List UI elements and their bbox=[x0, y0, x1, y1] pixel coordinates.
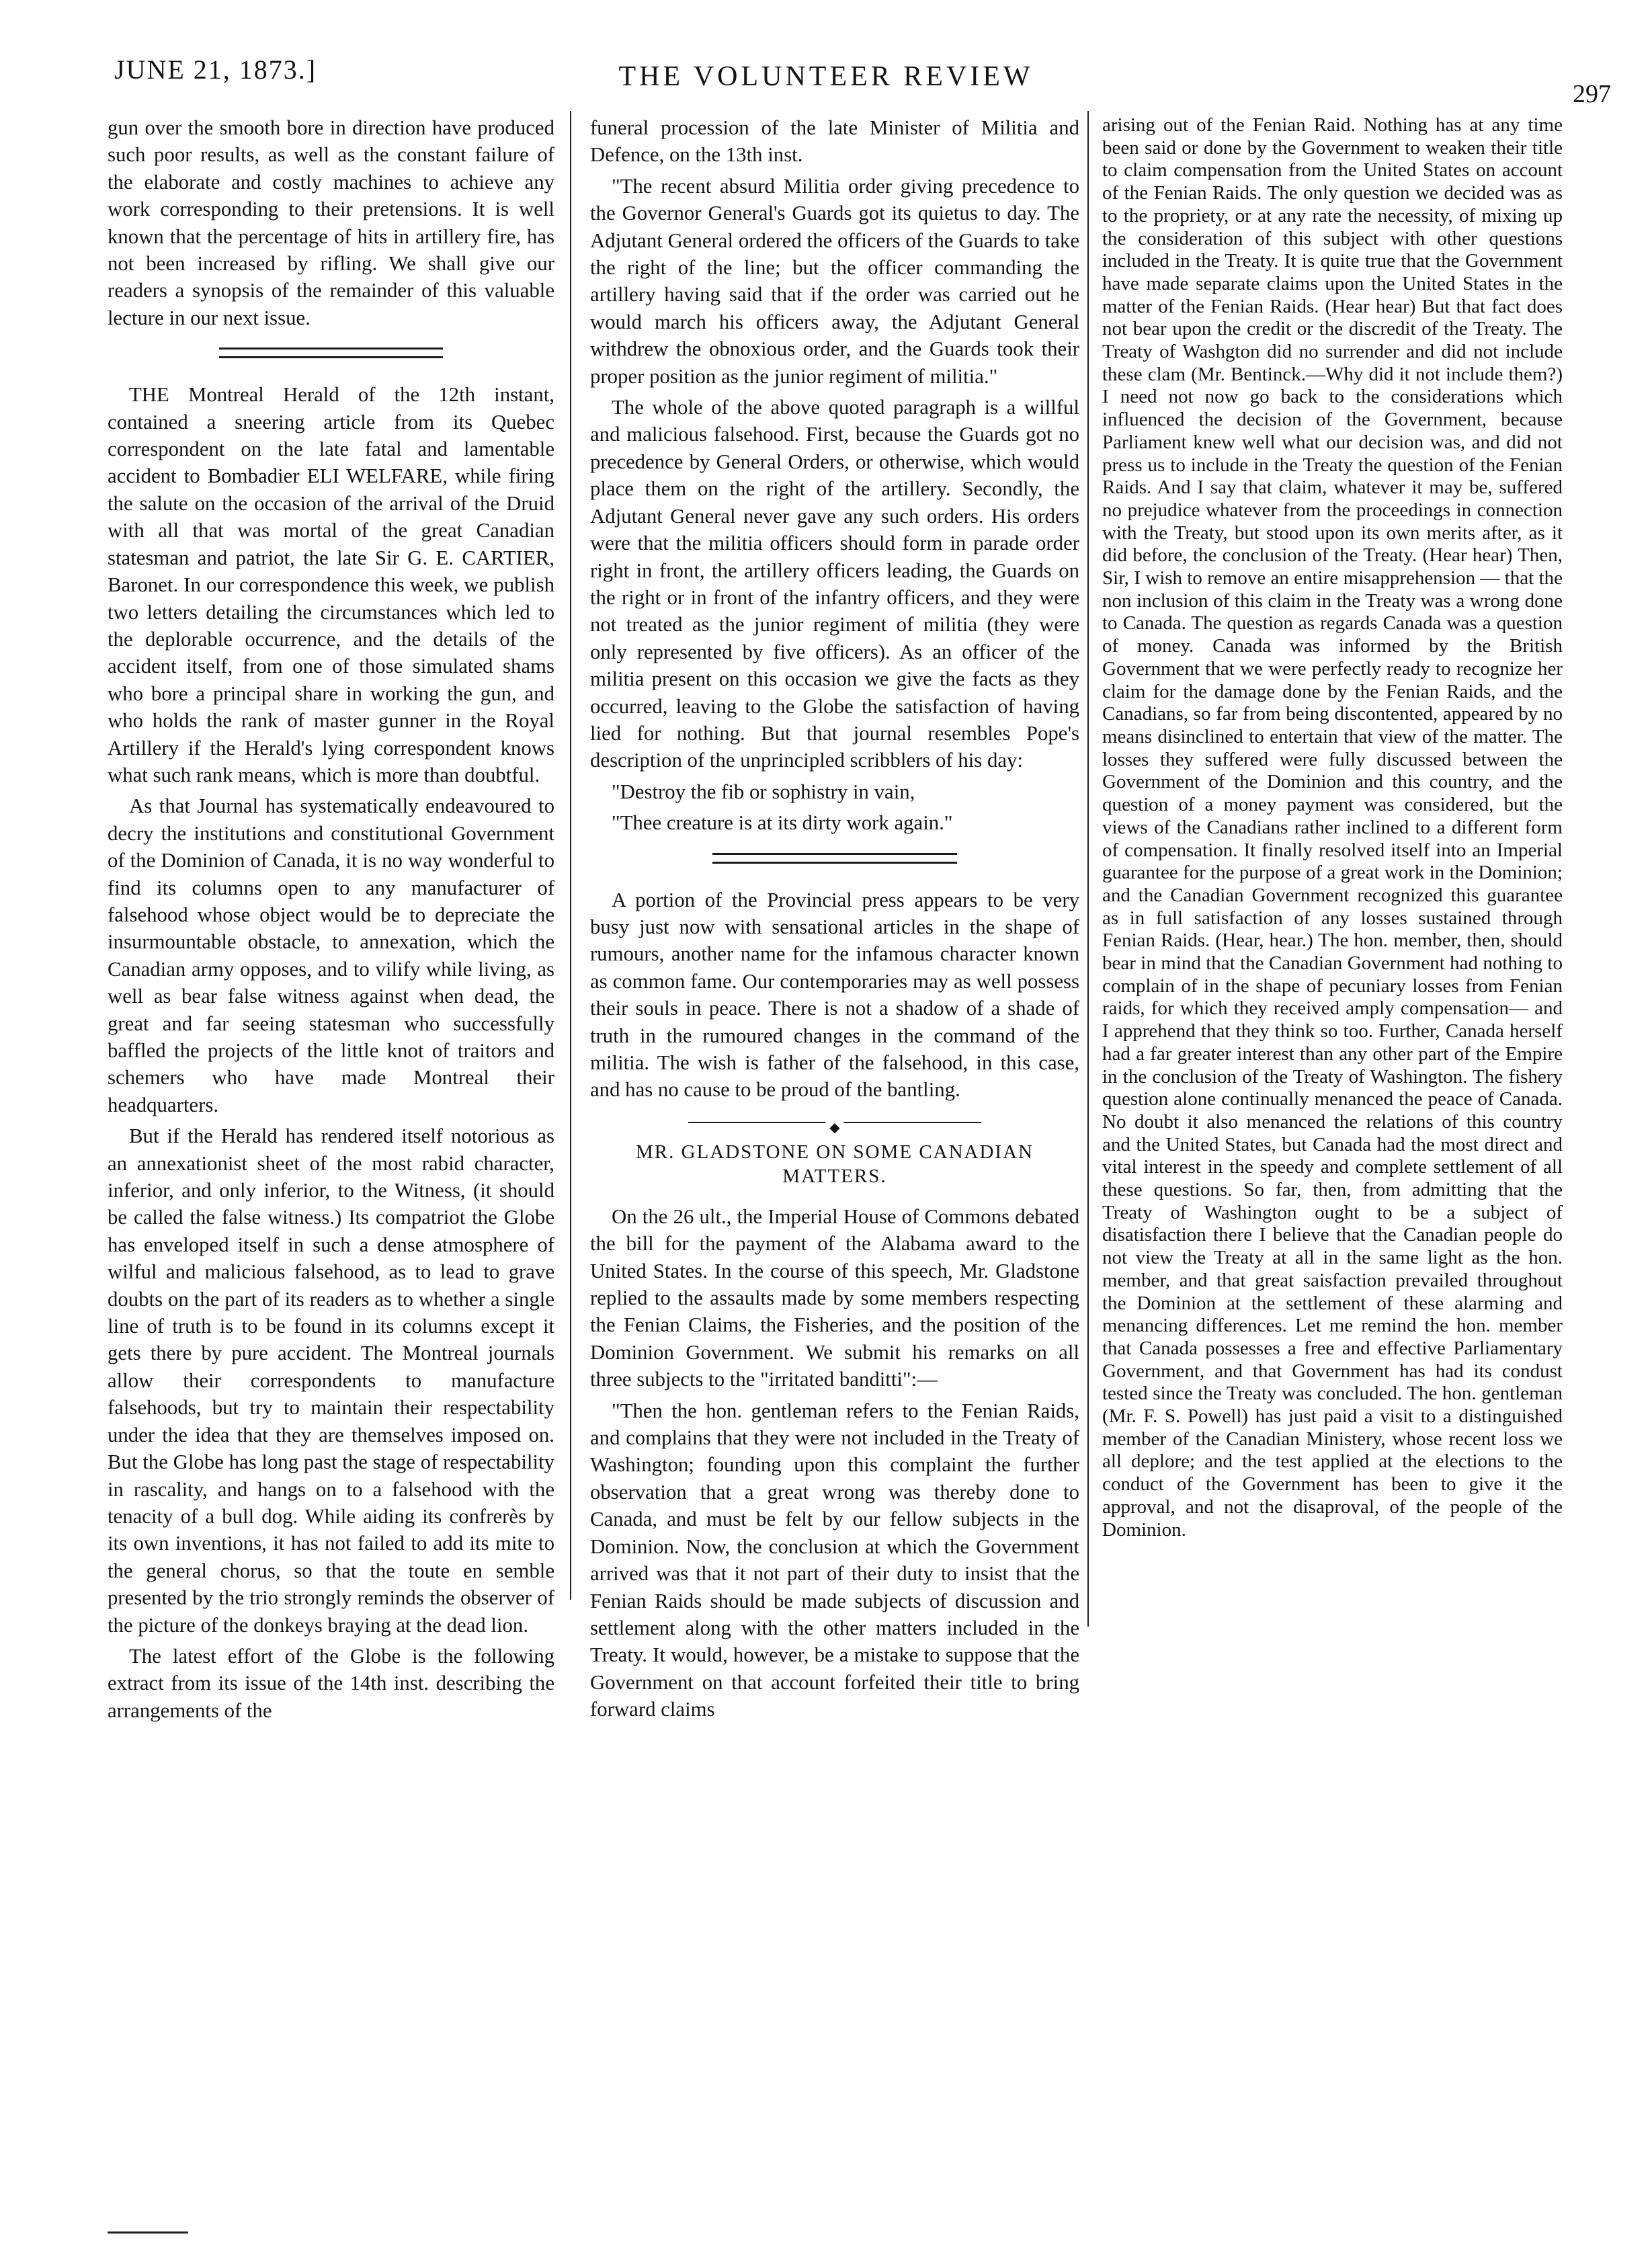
article-paragraph: THE Montreal Herald of the 12th instant, contained a sneering article from its Quebec correspondent on the late fatal and lamentable accident to Bombadier ELI WELFARE, while firing the salute on the occasion of the arrival of the Druid with all that was mortal of the great Canadian statesman and patriot, the late Sir G. E. CARTIER, Baronet. In our correspondence this week, we publish two letters detailing the circumstances which led to the deplorable occurrence, and the details of the accident itself, from one of those simulated shams who bore a principal share in working the gun, and who holds the rank of master gunner in the Royal Artillery if the Herald's lying correspondent knows what such rank means, which is more than doubtful. bbox=[108, 383, 554, 786]
page-number: 297 bbox=[1573, 80, 1611, 108]
column-divider-right bbox=[1087, 111, 1089, 1627]
page-header bbox=[0, 0, 1652, 108]
article-paragraph: The latest effort of the Globe is the following extract from its issue of the 14th inst. describing the arrangements of the bbox=[108, 1644, 554, 1722]
article-paragraph: funeral procession of the late Minister of Militia and Defence, on the 13th inst. bbox=[590, 116, 1079, 167]
publication-title: THE VOLUNTEER REVIEW bbox=[618, 61, 1034, 92]
section-divider bbox=[219, 347, 443, 358]
issue-date: JUNE 21, 1873.] bbox=[114, 54, 317, 85]
article-paragraph: The whole of the above quoted paragraph is a willful and malicious falsehood. First, because the Guards got no precedence by General Orders, or otherwise, which would place them on the right of the artillery. Secondly, the Adjutant General never gave any such orders. His orders were that the militia officers should form in parade order right in front, the artillery officers leading, the Guards on the right or in front of the infantry officers, and they were not treated as the junior regiment of militia (they were only represented by five officers). As an officer of the militia present on this occasion we give the facts as they occurred, leaving to the Globe the satisfaction of having lied for nothing. But that journal resembles Pope's description of the unprincipled scribblers of his day: bbox=[590, 396, 1079, 772]
column-2 bbox=[590, 114, 1079, 1727]
article-paragraph: arising out of the Fenian Raid. Nothing has at any time been said or done by the Government to weaken their title to claim compensation from the United States on account of the Fenian Raids. The only question we decided was as to the propriety, or at any rate the necessity, of mixing up the consideration of this subject with other questions included in the Treaty. It is quite true that the Government have made separate claims upon the United States in the matter of the Fenian Raids. (Hear hear) But that fact does not bear upon the credit or the discredit of the Treaty. The Treaty of Washgton did no surrender and did not include these clam (Mr. Bentinck.—Why did it not include them?) I need not now go back to the considerations which influenced the decision of the Government, because Parliament knew well what our decision was, and did not press us to include in the Treaty the question of the Fenian Raids. And I say that claim, whatever it may be, suffered no prejudice whatever from the proceedings in connection with the Treaty, but stood upon its own merits after, as it did before, the conclusion of the Treaty. (Hear hear) Then, Sir, I wish to remove an entire misapprehension — that the non inclusion of this claim in the Treaty was a wrong done to Canada. The question as regards Canada was a question of money. Canada was informed by the British Government that we were perfectly ready to recognize her claim for the damage done by the Fenian Raids, and the Canadians, so far from being discontented, appeared by no means disinclined to entertain that view of the matter. The losses they suffered were fully discussed between the Government of the Dominion and this country, and the question of a money payment was considered, but the views of the Canadians rather inclined to a different form of compensation. It finally resolved itself into an Imperial guarantee for the purpose of a great work in the Dominion; and the Canadian Government recognized this guarantee as in full satisfaction of any losses sustained through Fenian Raids. (Hear, hear.) The hon. member, then, should bear in mind that the Canadian Government had nothing to complain of in the shape of pecuniary losses from Fenian raids, for which they received amply compensation— and I apprehend that they think so too. Further, Canada herself had a far greater interest than any other part of the Empire in the conclusion of the Treaty of Washington. The fishery question alone continually menanced the peace of Canada. No doubt it also menanced the relations of this country and the United States, but Canada had the most direct and vital interest in the speedy and complete settlement of all these questions. So far, then, from admitting that the Treaty of Washington ought to be a subject of disatisfaction there I believe that the Canadian people do not view the Treaty at all in the same light as the hon. member, and that great saisfaction prevailed throughout the Dominion at the settlement of these alarming and menancing differences. Let me remind the hon. member that Canada possesses a free and effective Parliamentary Government, and that Government has had its condust tested since the Treaty was concluded. The hon. gentleman (Mr. F. S. Powell) has just paid a visit to a distinguished member of the Canadian Ministery, whose recent loss we all deplore; and the test applied at the elections to the conduct of the Government has been to give it the approval, and not the disaproval, of the people of the Dominion. bbox=[1102, 114, 1563, 1541]
article-heading: MR. GLADSTONE ON SOME CANADIAN MATTERS. bbox=[636, 1141, 1034, 1187]
verse-line: "Destroy the fib or sophistry in vain, bbox=[612, 780, 915, 803]
article-paragraph: "The recent absurd Militia order giving precedence to the Governor General's Guards got its quietus to day. The Adjutant General ordered the officers of the Guards to take the right of the line; but the officer commanding the artillery having said that if the order was carried out he would march his officers away, the Adjutant General withdrew the obnoxious order, and the Guards took their proper position as the junior regiment of militia." bbox=[590, 174, 1079, 388]
column-divider-left bbox=[570, 111, 571, 1600]
ornamental-divider bbox=[688, 1116, 982, 1129]
article-paragraph: On the 26 ult., the Imperial House of Commons debated the bill for the payment of the Alabama award to the United States. In the course of this speech, Mr. Gladstone replied to the assaults made by some members respecting the Fenian Claims, the Fisheries, and the position of the Dominion Government. We submit his remarks on all three subjects to the "irritated banditti":— bbox=[590, 1204, 1079, 1391]
section-divider bbox=[712, 853, 957, 864]
article-paragraph: As that Journal has systematically endeavoured to decry the institutions and constitutional Government of the Dominion of Canada, it is no way wonderful to find its columns open to any manufacturer of falsehood whose object would be to depreciate the insurmountable obstacle, to annexation, which the Canadian army opposes, and to vilify while living, as well as bear false witness against when dead, the great and far seeing statesman who successfully baffled the projects of the little knot of traitors and schemers who have made Montreal their headquarters. bbox=[108, 794, 554, 1116]
verse-line: "Thee creature is at its dirty work again." bbox=[612, 811, 953, 835]
column-1 bbox=[108, 114, 554, 1728]
column-3 bbox=[1102, 114, 1563, 1545]
article-paragraph: But if the Herald has rendered itself notorious as an annexationist sheet of the most rabid character, inferior, and only inferior, to the Witness, (it should be called the false witness.) Its compatriot the Globe has enveloped itself in such a dense atmosphere of wilful and malicious falsehood, as to lead to grave doubts on the part of its readers as to whether a single line of truth is to be found in its columns except it gets there by pure accident. The Montreal journals allow their correspondents to manufacture falsehoods, but try to maintain their respectability under the idea that they are themselves imposed on. But the Globe has long past the stage of respectability in rascality, and hangs on to a falsehood with the tenacity of a bull dog. While aiding its confrerès by its own inventions, it has not failed to add its mite to the general chorus, so that the toute en semble presented by the trio strongly reminds the observer of the picture of the donkeys braying at the dead lion. bbox=[108, 1124, 554, 1637]
article-paragraph: gun over the smooth bore in direction have produced such poor results, as well as the constant failure of the elaborate and costly machines to achieve any work corresponding to their pretensions. It is well known that the percentage of hits in artillery fire, has not been increased by rifling. We shall give our readers a synopsis of the remainder of this valuable lecture in our next issue. bbox=[108, 116, 554, 329]
article-paragraph: "Then the hon. gentleman refers to the Fenian Raids, and complains that they were not included in the Treaty of Washington; founding upon this complaint the further observation that a great wrong was thereby done to Canada, and must be felt by our fellow subjects in the Dominion. Now, the conclusion at which the Government arrived was that it not part of their duty to insist that the Fenian Raids should be made subjects of discussion and settlement along with the other matters included in the Treaty. It would, however, be a mistake to suppose that the Government on that account forfeited their title to bring forward claims bbox=[590, 1399, 1079, 1721]
article-paragraph: A portion of the Provincial press appears to be very busy just now with sensational articles in the shape of rumours, another name for the infamous character known as common fame. Our contemporaries may as well possess their souls in peace. There is not a shadow of a shade of truth in the rumoured changes in the command of the militia. The wish is father of the falsehood, in this case, and has no cause to be proud of the bantling. bbox=[590, 888, 1079, 1102]
footer-rule bbox=[108, 2231, 188, 2234]
